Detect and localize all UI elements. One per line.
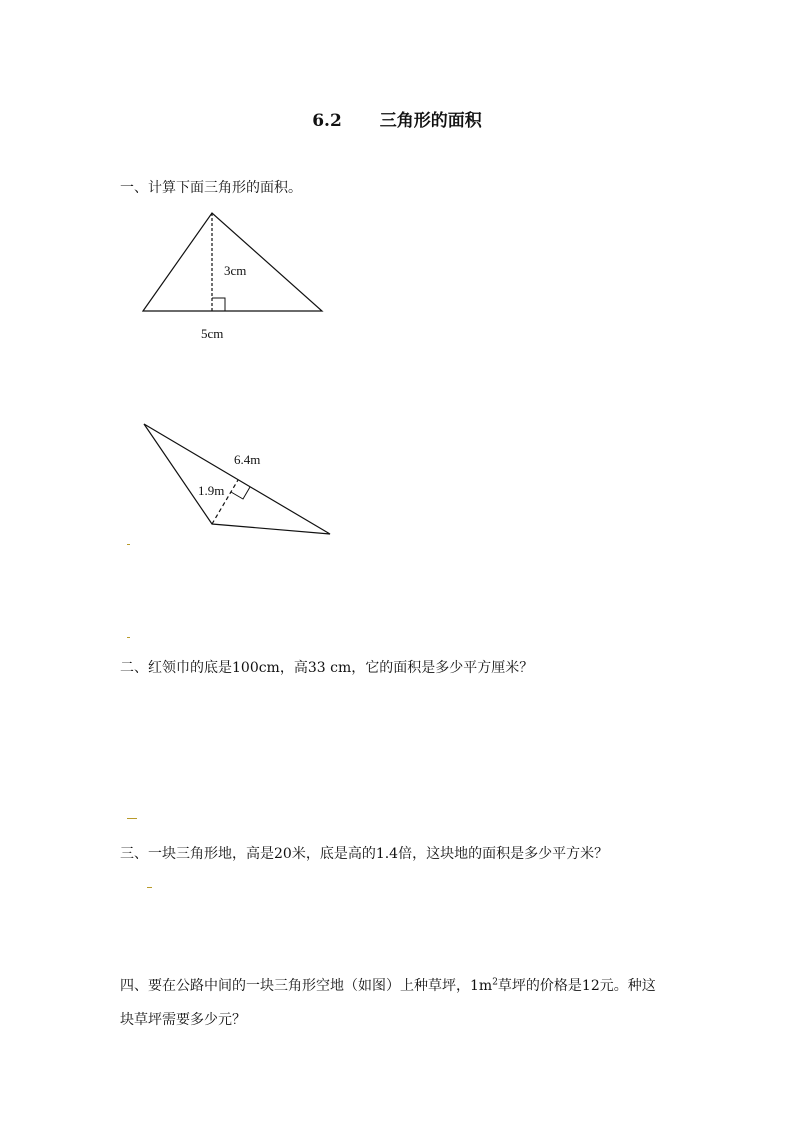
question-3: 三、一块三角形地，高是20米，底是高的1.4倍，这块地的面积是多少平方米？ [120, 846, 609, 862]
question-4-text-b: 草坪的价格是12元。种这 [497, 978, 656, 994]
scan-mark [127, 637, 130, 638]
page-title [0, 106, 794, 131]
triangle-1-outline [143, 213, 322, 311]
scan-mark [147, 887, 152, 888]
triangle-2-base-label: 6.4m [234, 452, 261, 467]
section-title: 三角形的面积 [379, 111, 482, 131]
question-4-text-a: 四、要在公路中间的一块三角形空地（如图）上种草坪，1m [120, 978, 493, 994]
question-4-line-2: 块草坪需要多少元？ [120, 1012, 246, 1028]
triangle-2-outline [144, 424, 330, 534]
triangle-2-height-label: 1.9m [198, 483, 225, 498]
triangle-1-right-angle-mark [212, 298, 225, 311]
question-4-superscript: 2 [492, 977, 498, 988]
question-4-line-1 [120, 975, 656, 995]
section-number: 6.2 [312, 111, 342, 131]
scan-mark [127, 818, 137, 819]
triangle-1-height-label: 3cm [224, 263, 247, 278]
triangle-1-base-label: 5cm [201, 326, 224, 341]
question-1: 一、计算下面三角形的面积。 [120, 180, 302, 196]
triangle-figure-2 [138, 418, 338, 542]
question-2: 二、红领巾的底是100cm，高33 cm，它的面积是多少平方厘米？ [120, 660, 534, 676]
triangle-2-right-angle-mark [231, 487, 250, 499]
scan-mark [127, 544, 130, 545]
